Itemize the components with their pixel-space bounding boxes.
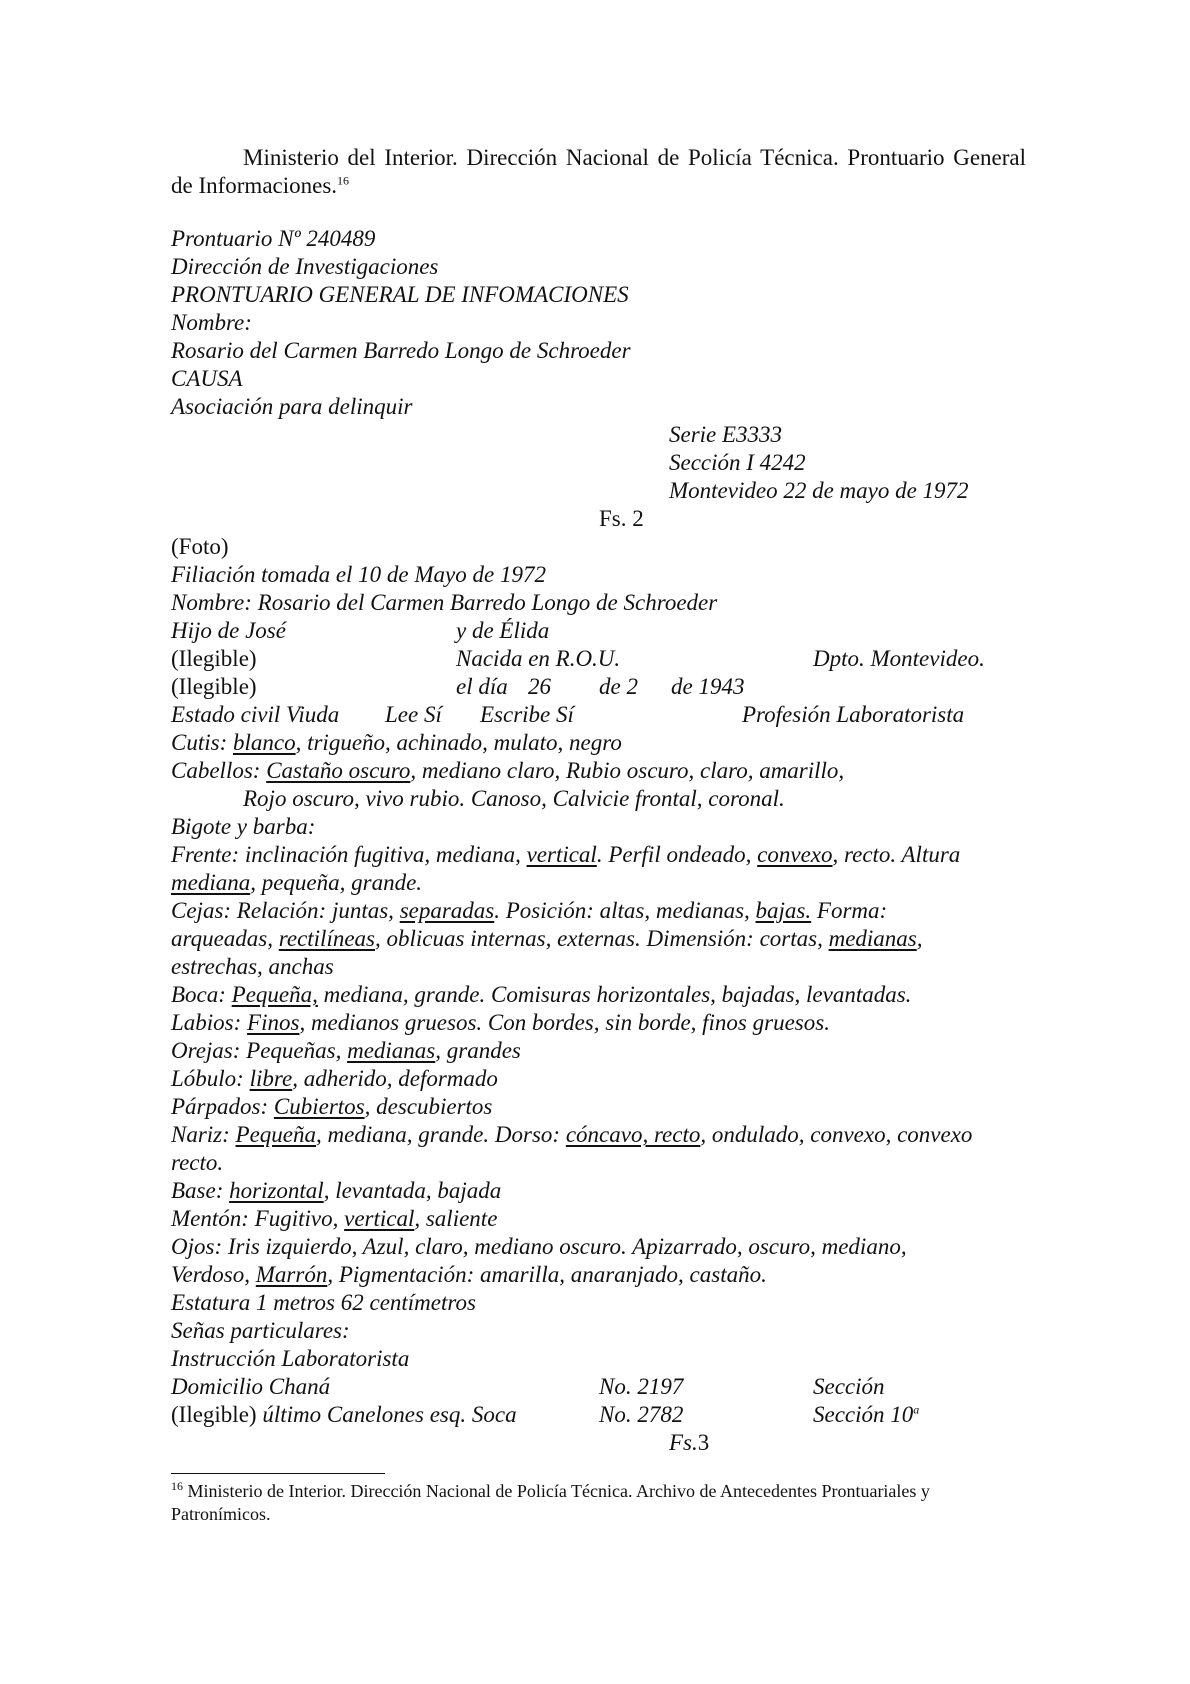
profesion: Profesión Laboratorista <box>742 702 965 727</box>
lobulo: Lóbulo: libre, adherido, deformado <box>171 1066 498 1091</box>
prontuario-number: Prontuario Nº 240489 <box>171 226 376 251</box>
nacida: Nacida en R.O.U. <box>456 646 621 671</box>
cutis: Cutis: blanco, trigueño, achinado, mulato, negro <box>171 730 622 755</box>
parpados: Párpados: Cubiertos, descubiertos <box>171 1094 493 1119</box>
fecha: Montevideo 22 de mayo de 1972 <box>669 478 969 503</box>
cabellos-2: Rojo oscuro, vivo rubio. Canoso, Calvicie frontal, coronal. <box>243 786 785 811</box>
ilegible-2: (Ilegible) <box>171 674 257 699</box>
direccion: Dirección de Investigaciones <box>171 254 439 279</box>
ojos: Ojos: Iris izquierdo, Azul, claro, mediano oscuro. Apizarrado, oscuro, mediano, <box>171 1234 907 1259</box>
frente-2: mediana, pequeña, grande. <box>171 870 423 895</box>
ilegible-3: (Ilegible) último Canelones esq. Soca <box>171 1402 517 1427</box>
y-de: y de Élida <box>456 618 550 643</box>
estatura: Estatura 1 metros 62 centímetros <box>171 1290 476 1315</box>
ojos-2: Verdoso, Marrón, Pigmentación: amarilla, anaranjado, castaño. <box>171 1262 767 1287</box>
boca: Boca: Pequeña, mediana, grande. Comisuras horizontales, bajadas, levantadas. <box>171 982 912 1007</box>
intro-text: Ministerio del Interior. Dirección Nacional de Policía Técnica. Prontuario General de Informaciones. <box>171 145 1026 198</box>
domicilio-seccion: Sección <box>813 1374 885 1399</box>
instruccion: Instrucción Laboratorista <box>171 1346 410 1371</box>
folio-2: Fs. 2 <box>599 506 644 531</box>
base: Base: horizontal, levantada, bajada <box>171 1178 502 1203</box>
menton: Mentón: Fugitivo, vertical, saliente <box>171 1206 498 1231</box>
folio-3: Fs.3 <box>669 1430 710 1455</box>
lee: Lee Sí <box>385 702 442 727</box>
domicilio: Domicilio Chaná <box>171 1374 331 1399</box>
serie: Serie E3333 <box>669 422 783 447</box>
footnote-ref: 16 <box>337 173 350 188</box>
titulo: PRONTUARIO GENERAL DE INFOMACIONES <box>171 282 629 307</box>
bigote: Bigote y barba: <box>171 814 316 839</box>
ultimo-seccion: Sección 10$^a$ <box>813 1402 920 1427</box>
footnote-divider <box>171 1473 385 1474</box>
cejas-2: arqueadas, rectilíneas, oblicuas internas, externas. Dimensión: cortas, medianas, <box>171 926 923 951</box>
causa: Asociación para delinquir <box>171 394 413 419</box>
nariz: Nariz: Pequeña, mediana, grande. Dorso: cóncavo, recto, ondulado, convexo, convexo <box>171 1122 973 1147</box>
ficha-nombre: Nombre: Rosario del Carmen Barredo Longo de Schroeder <box>171 590 718 615</box>
domicilio-numero: No. 2197 <box>599 1374 684 1399</box>
filiacion: Filiación tomada el 10 de Mayo de 1972 <box>171 562 546 587</box>
estado-civil: Estado civil Viuda <box>171 702 340 727</box>
causa-label: CAUSA <box>171 366 243 391</box>
nombre-label: Nombre: <box>171 310 252 335</box>
ilegible-1: (Ilegible) <box>171 646 257 671</box>
labios: Labios: Finos, medianos gruesos. Con bordes, sin borde, finos gruesos. <box>171 1010 830 1035</box>
mes: de 2 <box>599 674 638 699</box>
foto-placeholder: (Foto) <box>171 534 229 559</box>
intro-paragraph <box>171 144 1026 200</box>
cejas: Cejas: Relación: juntas, separadas. Posición: altas, medianas, bajas. Forma: <box>171 898 888 923</box>
seccion: Sección I 4242 <box>669 450 806 475</box>
cabellos: Cabellos: Castaño oscuro, mediano claro, Rubio oscuro, claro, amarillo, <box>171 758 845 783</box>
nombre: Rosario del Carmen Barredo Longo de Schroeder <box>171 338 631 363</box>
escribe: Escribe Sí <box>480 702 574 727</box>
hijo-de: Hijo de José <box>171 618 286 643</box>
departamento: Dpto. Montevideo. <box>813 646 985 671</box>
cejas-3: estrechas, anchas <box>171 954 334 979</box>
ultimo-numero: No. 2782 <box>599 1402 684 1427</box>
frente: Frente: inclinación fugitiva, mediana, vertical. Perfil ondeado, convexo, recto. Altura <box>171 842 961 867</box>
dia: 26 <box>528 674 551 699</box>
nariz-2: recto. <box>171 1150 224 1175</box>
senas: Señas particulares: <box>171 1318 350 1343</box>
el-dia: el día <box>456 674 508 699</box>
orejas: Orejas: Pequeñas, medianas, grandes <box>171 1038 521 1063</box>
footnote: $^{16}$ Ministerio de Interior. Dirección Nacional de Policía Técnica. Archivo de Antecedentes Prontuariales y Patronímicos. <box>171 1479 930 1524</box>
anio: de 1943 <box>671 674 745 699</box>
